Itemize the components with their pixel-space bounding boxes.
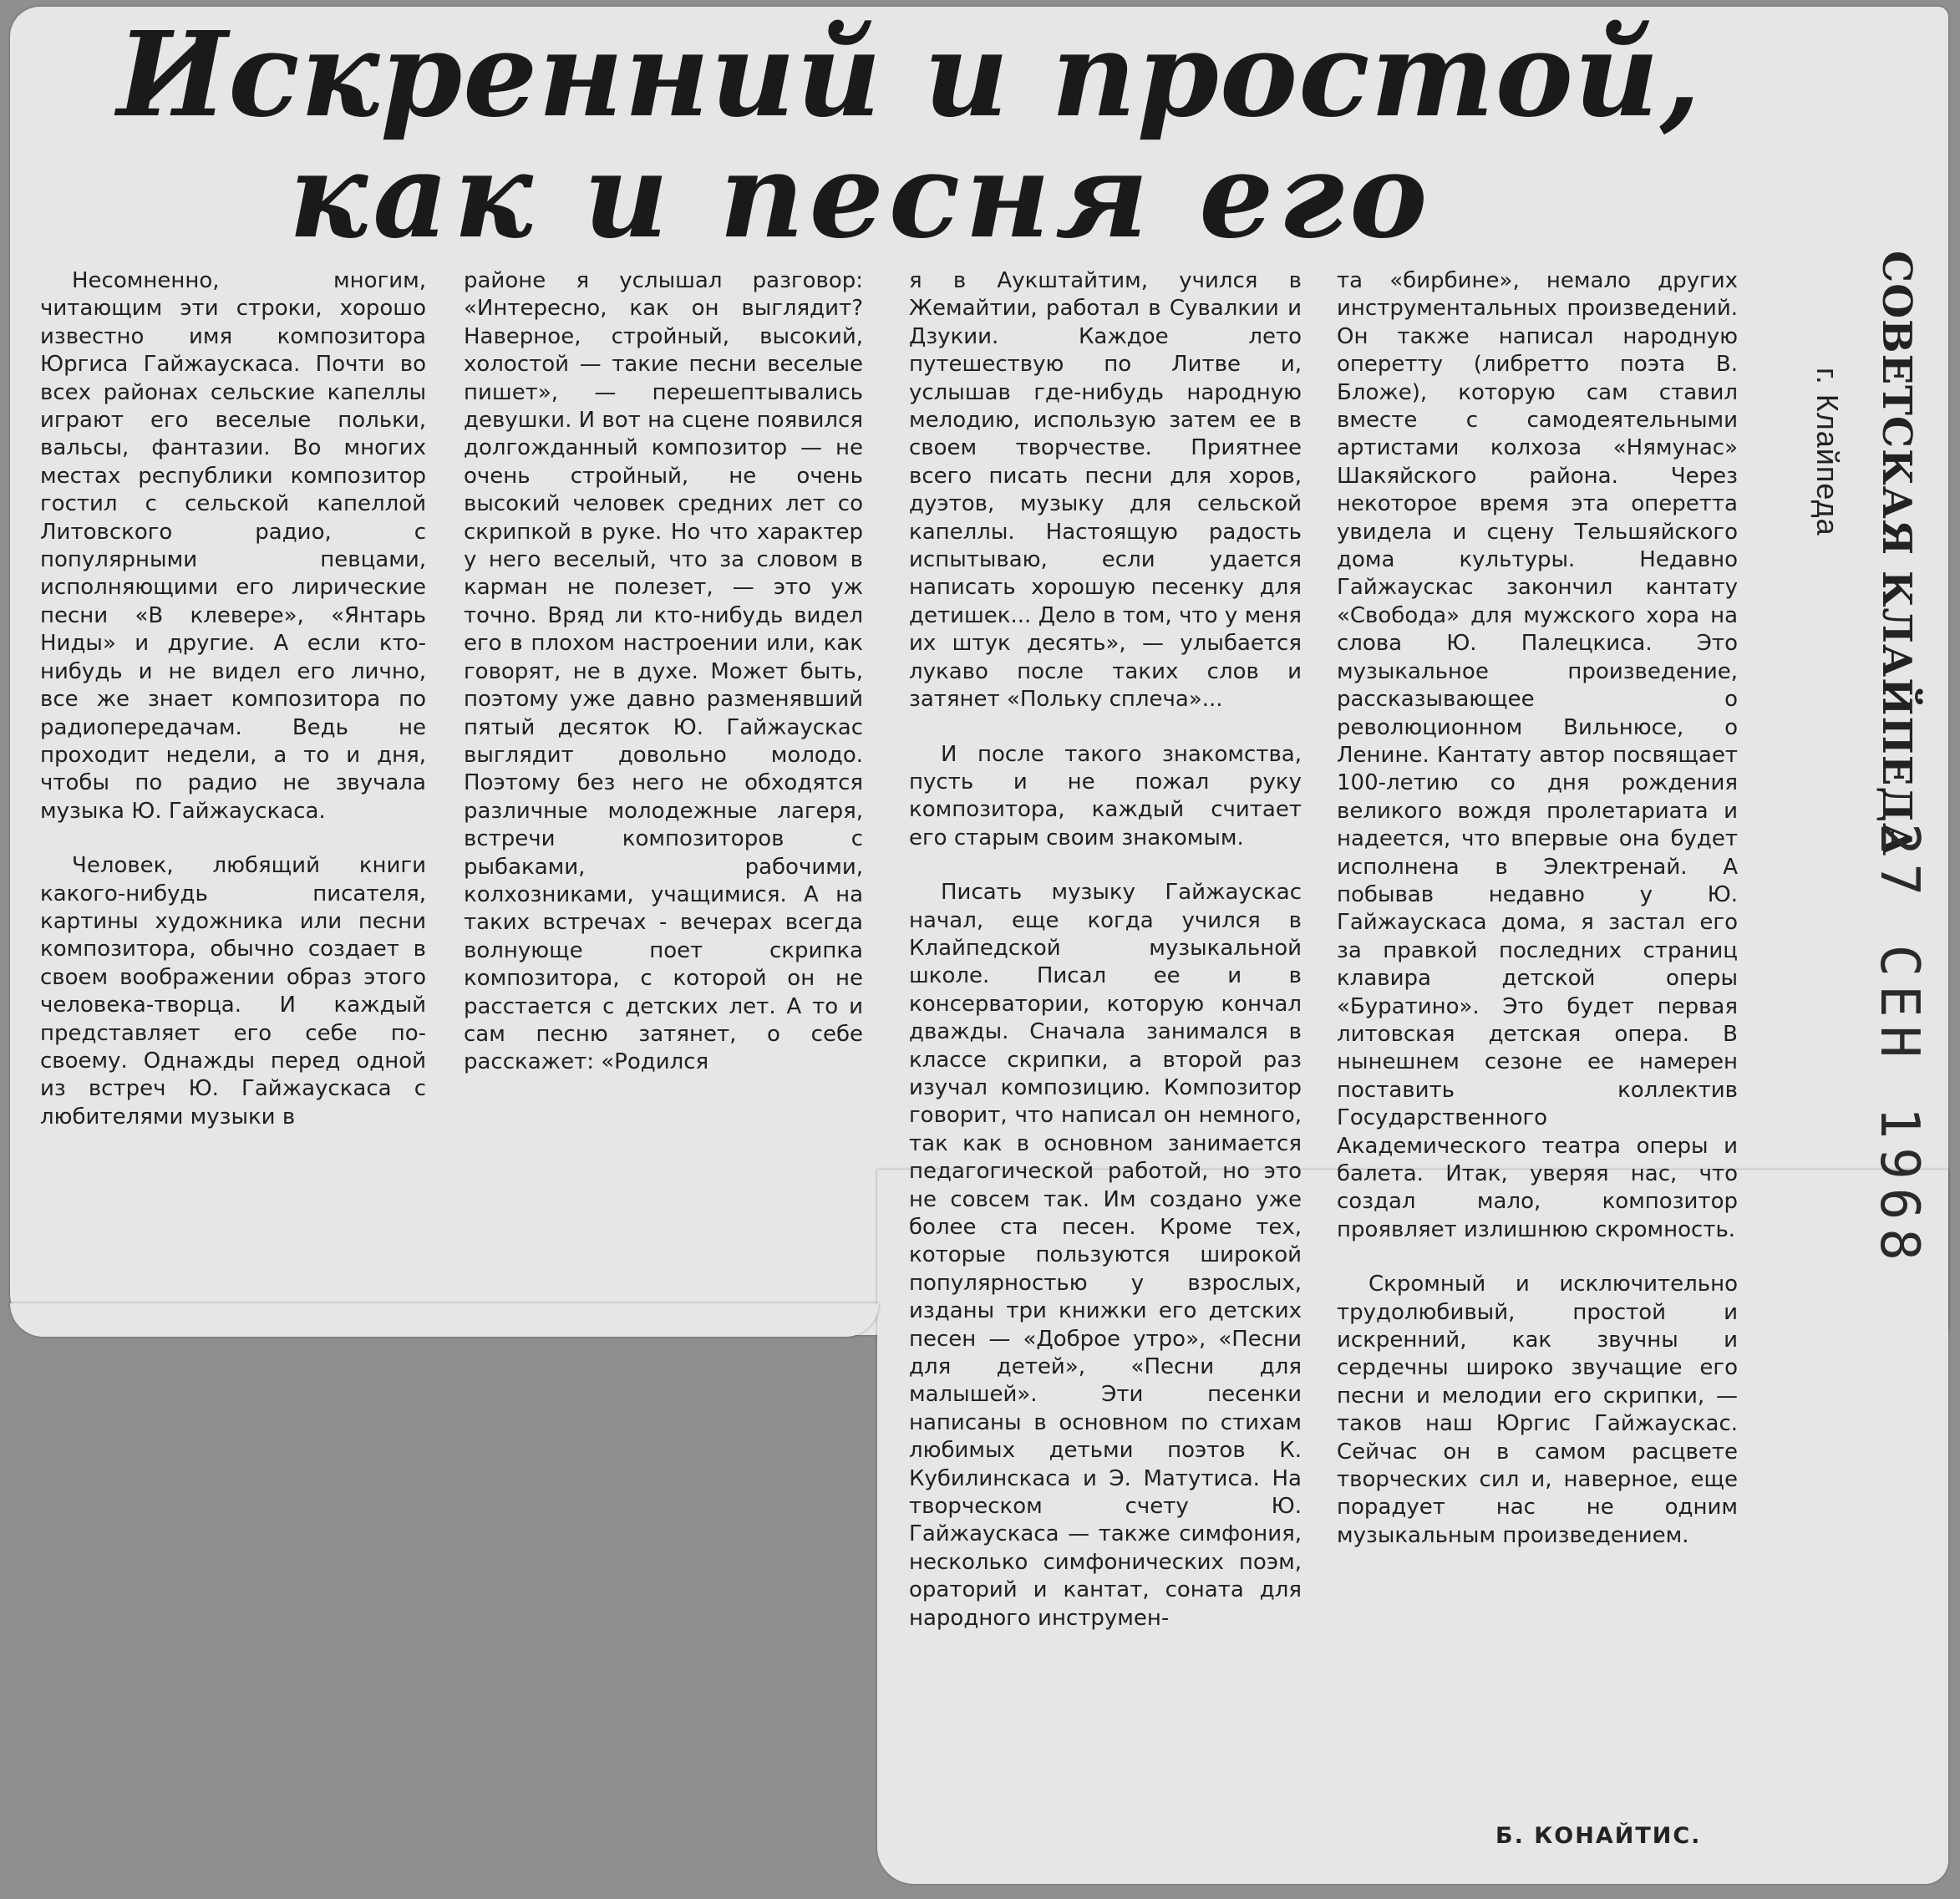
article-paragraph: И после такого знакомства, пусть и не пожал руку композитора, каждый считает его старым своим знакомым. bbox=[909, 741, 1302, 850]
date-stamp: 27 СЕН 1968 bbox=[1868, 823, 1930, 1269]
article-column-4 bbox=[1337, 267, 1738, 1550]
newspaper-city: г. Клайпеда bbox=[1810, 368, 1845, 536]
article-paragraph: та «бирбине», немало других инструментальных произведений. Он также написал народную оперетту (либретто поэта В. Бложе), которую сам ставил вместе с самодеятельными артистами колхоза «Нямунас» Шакяйского района. Через некоторое время эта оперетта увидела и сцену Тельшяйского дома культуры. Недавно Гайжаускас закончил кантату «Свобода» для мужского хора на слова Ю. Палецкиса. Это музыкальное произведение, рассказывающее о революционном Вильнюсе, о Ленине. Кантату автор посвящает 100-летию со дня рождения великого вождя пролетариата и надеется, что впервые она будет исполнена в Электренай. А побывав недавно у Ю. Гайжаускаса дома, я застал его за правкой последних страниц клавира детской оперы «Буратино». Это будет первая литовская детская опера. В нынешнем сезоне ее намерен поставить коллектив Государственного Академического театра оперы и балета. Итак, уверяя нас, что создал мало, композитор проявляет излишнюю скромность. bbox=[1337, 268, 1738, 1242]
article-paragraph: Скромный и исключительно трудолюбивый, простой и искренний, как звучны и сердечны широко звучащие его песни и мелодии его скрипки, — таков наш Юргис Гайжаускас. Сейчас он в самом расцвете творческих сил и, наверное, еще порадует нас не одним музыкальным произведением. bbox=[1337, 1272, 1738, 1548]
headline-line-1: Искренний и простой, bbox=[117, 7, 1702, 144]
author-signature: Б. КОНАЙТИС. bbox=[1495, 1823, 1702, 1849]
headline-line-2: как и песня его bbox=[288, 128, 1433, 265]
article-paragraph: Несомненно, многим, читающим эти строки, хорошо известно имя композитора Юргиса Гайжаускаса. Почти во всех районах сельские капеллы играют его веселые польки, вальсы, фантазии. Во многих местах республики композитор гостил с сельской капеллой Литовского радио, с популярными певцами, исполняющими его лирические песни «В клевере», «Янтарь Ниды» и другие. А если кто-нибудь и не видел его лично, все же знает композитора по радиопередачам. Ведь не проходит недели, а то и дня, чтобы по радио не звучала музыка Ю. Гайжаускаса. bbox=[40, 268, 426, 824]
article-column-3 bbox=[909, 267, 1302, 1632]
article-paragraph: районе я услышал разговор: «Интересно, как он выглядит? Наверное, стройный, высокий, холостой — такие песни веселые пишет», — перешептывались девушки. И вот на сцене появился долгожданный композитор — не очень стройный, не очень высокий человек средних лет со скрипкой в руке. Но что характер у него веселый, что за словом в карман не полезет, — это уж точно. Вряд ли кто-нибудь видел его в плохом настроении или, как говорят, не в духе. Может быть, поэтому уже давно разменявший пятый десяток Ю. Гайжаускас выглядит довольно молодо. Поэтому без него не обходятся различные молодежные лагеря, встречи композиторов с рыбаками, рабочими, колхозниками, учащимися. А на таких встречах - вечерах всегда волнующе поет скрипка композитора, с которой он не расстается с детских лет. А то и сам песню затянет, о себе расскажет: «Родился bbox=[464, 268, 863, 1075]
newspaper-clipping-lower-edge bbox=[10, 1303, 879, 1337]
article-paragraph: Человек, любящий книги какого-нибудь писателя, картины художника или песни композитора, обычно создает в своем воображении образ этого человека-творца. И каждый представляет его себе по-своему. Однажды перед одной из встреч Ю. Гайжаускаса с любителями музыки в bbox=[40, 853, 426, 1130]
article-paragraph: я в Аукштайтим, учился в Жемайтии, работал в Сувалкии и Дзукии. Каждое лето путешествую по Литве и, услышав где-нибудь народную мелодию, использую затем ее в своем творчестве. Приятнее всего писать песни для хоров, дуэтов, музыку для сельской капеллы. Настоящую радость испытываю, если удается написать хорошую песенку для детишек... Дело в том, что у меня их штук десять», — улыбается лукаво после таких слов и затянет «Польку сплеча»... bbox=[909, 268, 1302, 713]
article-paragraph: Писать музыку Гайжаускас начал, еще когда учился в Клайпедской музыкальной школе. Писал ее и в консерватории, которую кончал дважды. Сначала занимался в классе скрипки, а второй раз изучал композицию. Композитор говорит, что написал он немного, так как в основном занимается педагогической работой, но это не совсем так. Им создано уже более ста песен. Кроме тех, которые пользуются широкой популярностью у взрослых, изданы три книжки его детских песен — «Доброе утро», «Песни для детей», «Песни для малышей». Эти песенки написаны в основном по стихам любимых детьми поэтов К. Кубилинскаса и Э. Матутиса. На творческом счету Ю. Гайжаускаса — также симфония, несколько симфонических поэм, ораторий и кантат, соната для народного инструмен- bbox=[909, 880, 1302, 1631]
article-column-1 bbox=[40, 267, 426, 1131]
article-column-2 bbox=[464, 267, 863, 1077]
newspaper-masthead: СОВЕТСКАЯ КЛАЙПЕДА bbox=[1873, 251, 1920, 857]
